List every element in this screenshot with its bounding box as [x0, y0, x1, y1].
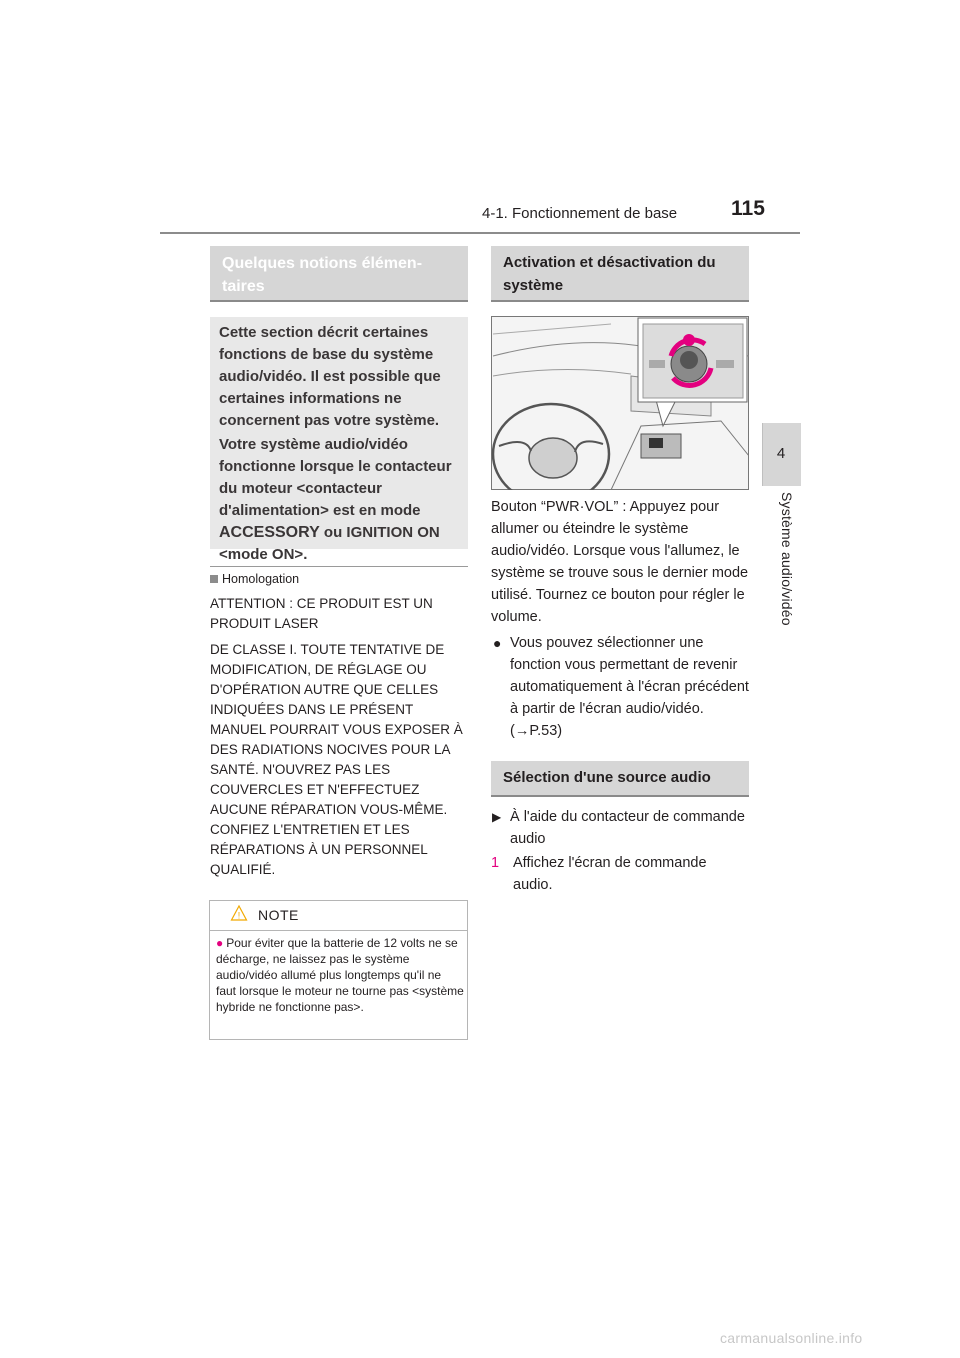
square-bullet-icon — [210, 575, 218, 583]
chapter-label: Système audio/vidéo — [779, 492, 795, 626]
section1-title-line2: système — [503, 277, 564, 294]
bullet-dot-icon: ● — [216, 936, 224, 950]
homologation-heading — [210, 572, 299, 586]
divider — [210, 566, 468, 567]
intro-paragraph-2 — [219, 434, 465, 566]
page-reference: (→P.53) — [510, 723, 563, 739]
warning-triangle-icon — [230, 904, 248, 927]
bullet-dot-icon: ● — [493, 635, 502, 651]
power-button-description: Bouton “PWR·VOL” : Appuyez pour allumer ou éteindre le système audio/vidéo. Lorsque vous l'allumez, le système se trouve sous le dernier mode utilisé. Tournez ce bouton pour régler le volume. — [491, 499, 749, 625]
homologation-title: Homologation — [222, 572, 300, 586]
chapter-number: 4 — [776, 445, 786, 462]
intro-p2-text: Votre système audio/vidéo fonctionne lorsque le contacteur du moteur <contacteur d'alimentation> est en mode — [219, 436, 452, 519]
note-text — [216, 935, 464, 1015]
dashboard-illustration — [491, 316, 749, 490]
intro-p2-accessory: ACCESSORY — [219, 524, 320, 541]
intro-paragraph-1: Cette section décrit certaines fonctions de base du système audio/vidéo. Il est possible que certaines informations ne concernent pas votre système. — [219, 324, 441, 429]
section-title-line2: taires — [222, 278, 265, 295]
section1-title-line1: Activation et désactivation du — [503, 254, 716, 271]
note-body: Pour éviter que la batterie de 12 volts ne se décharge, ne laissez pas le système audio/vidéo allumé plus longtemps qu'il ne faut lorsque le moteur ne tourne pas <système hybride ne fonctionne pas>. — [216, 936, 464, 1014]
sub-bullet-text: À l'aide du contacteur de commande audio — [510, 809, 745, 847]
section2-title: Sélection d'une source audio — [503, 769, 711, 786]
intro-box — [210, 317, 468, 563]
laser-warning-2: DE CLASSE I. TOUTE TENTATIVE DE MODIFICATION, DE RÉGLAGE OU D'OPÉRATION AUTRE QUE CELLES INDIQUÉES DANS LE PRÉSENT MANUEL POURRAIT VOUS EXPOSER À DES RADIATIONS NOCIVES POUR LA SANTÉ. N'OUVREZ PAS LES COUVERCLES ET N'EFFECTUEZ AUCUNE RÉPARATION VOUS-MÊME. CONFIEZ L'ENTRETIEN ET LES RÉPARATIONS À UN PERSONNEL QUALIFIÉ. — [210, 642, 463, 877]
step-text: Affichez l'écran de commande audio. — [513, 855, 707, 893]
watermark: carmanualsonline.info — [720, 1330, 863, 1346]
triangle-bullet-icon: ▶ — [492, 810, 502, 824]
section-title-line1: Quelques notions élémen- — [222, 255, 423, 272]
header-rule — [160, 232, 800, 234]
section-title-basics — [210, 246, 468, 302]
step-number: 1 — [491, 855, 500, 871]
note-header — [210, 900, 468, 931]
section-title-power — [491, 246, 749, 302]
running-head: 4-1. Fonctionnement de base — [482, 205, 678, 222]
page-number: 115 — [731, 197, 765, 220]
section-title-source — [491, 761, 749, 797]
svg-text:!: ! — [237, 910, 241, 921]
intro-p2-end: ou IGNITION ON <mode ON>. — [219, 524, 440, 563]
bullet-text: Vous pouvez sélectionner une fonction vous permettant de revenir automatiquement à l'écran précédent à partir de l'écran audio/vidéo. — [510, 635, 749, 717]
laser-warning-1: ATTENTION : CE PRODUIT EST UN PRODUIT LASER — [210, 596, 433, 631]
note-title: NOTE — [258, 907, 299, 923]
